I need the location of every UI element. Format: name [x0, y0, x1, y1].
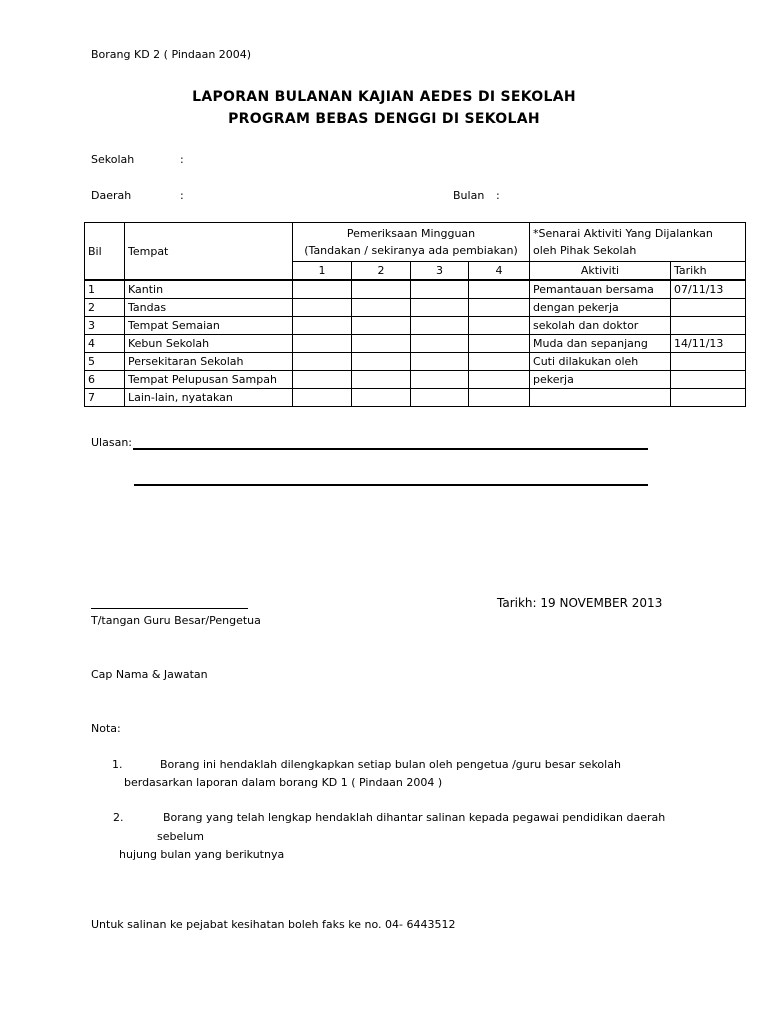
note-1-number: 1.: [112, 758, 123, 771]
header-tarikh: Tarikh: [671, 261, 746, 280]
row-aktiviti: pekerja: [530, 371, 671, 389]
week-4-cell[interactable]: [469, 389, 530, 407]
row-aktiviti: Cuti dilakukan oleh: [530, 353, 671, 371]
row-aktiviti: Muda dan sepanjang: [530, 335, 671, 353]
week-2-cell[interactable]: [352, 389, 411, 407]
week-2-header: 2: [352, 261, 411, 280]
note-1-line-2: berdasarkan laporan dalam borang KD 1 ( Pindaan 2004 ): [124, 776, 443, 789]
table-row: [85, 317, 746, 335]
row-tarikh: [671, 317, 746, 335]
week-3-cell[interactable]: [411, 335, 469, 353]
row-aktiviti: dengan pekerja: [530, 299, 671, 317]
header-activities: [530, 223, 746, 262]
week-1-cell[interactable]: [293, 389, 352, 407]
week-2-cell[interactable]: [352, 353, 411, 371]
week-4-cell[interactable]: [469, 371, 530, 389]
sekolah-colon: :: [180, 153, 184, 166]
activity-header-line-1: *Senarai Aktiviti Yang Dijalankan: [533, 226, 713, 240]
tarikh-text: Tarikh: 19 NOVEMBER 2013: [497, 596, 663, 610]
title-line-2: PROGRAM BEBAS DENGGI DI SEKOLAH: [228, 111, 540, 127]
weekly-header-line-2: (Tandakan / sekiranya ada pembiakan): [304, 243, 518, 257]
week-1-cell[interactable]: [293, 280, 352, 299]
row-tempat: Tempat Pelupusan Sampah: [125, 371, 293, 389]
bulan-label: Bulan: [453, 189, 485, 202]
week-1-cell[interactable]: [293, 353, 352, 371]
sekolah-label: Sekolah: [91, 153, 135, 166]
row-bil: 4: [85, 335, 125, 353]
week-1-cell[interactable]: [293, 299, 352, 317]
week-2-cell[interactable]: [352, 280, 411, 299]
table-row: [85, 299, 746, 317]
aedes-survey-table: [84, 222, 746, 407]
form-code: Borang KD 2 ( Pindaan 2004): [91, 48, 252, 61]
weekly-header-line-1: Pemeriksaan Mingguan: [346, 226, 476, 240]
table-header-row: [85, 223, 746, 262]
cap-label: Cap Nama & Jawatan: [91, 668, 208, 681]
week-1-header: 1: [293, 261, 352, 280]
week-3-cell[interactable]: [411, 317, 469, 335]
row-tarikh: [671, 371, 746, 389]
note-2-number: 2.: [113, 811, 124, 824]
week-4-cell[interactable]: [469, 280, 530, 299]
signature-line[interactable]: [91, 608, 248, 609]
row-aktiviti: sekolah dan doktor: [530, 317, 671, 335]
table-row: [85, 353, 746, 371]
row-tarikh: 07/11/13: [671, 280, 746, 299]
ulasan-line-1[interactable]: [133, 448, 648, 450]
title-line-1: LAPORAN BULANAN KAJIAN AEDES DI SEKOLAH: [192, 89, 576, 105]
week-4-cell[interactable]: [469, 353, 530, 371]
week-2-cell[interactable]: [352, 299, 411, 317]
row-bil: 6: [85, 371, 125, 389]
note-2-line-3: hujung bulan yang berikutnya: [119, 848, 285, 861]
week-3-cell[interactable]: [411, 280, 469, 299]
week-3-cell[interactable]: [411, 299, 469, 317]
row-tempat: Lain-lain, nyatakan: [125, 389, 293, 407]
row-bil: 1: [85, 280, 125, 299]
ulasan-label: Ulasan:: [91, 436, 132, 449]
row-bil: 7: [85, 389, 125, 407]
activity-header-line-2: oleh Pihak Sekolah: [533, 243, 637, 257]
week-3-cell[interactable]: [411, 371, 469, 389]
week-3-header: 3: [411, 261, 469, 280]
week-4-cell[interactable]: [469, 317, 530, 335]
week-4-cell[interactable]: [469, 299, 530, 317]
daerah-label: Daerah: [91, 189, 132, 202]
week-2-cell[interactable]: [352, 371, 411, 389]
nota-label: Nota:: [91, 722, 121, 735]
table-row: [85, 280, 746, 299]
week-1-cell[interactable]: [293, 335, 352, 353]
ulasan-line-2[interactable]: [134, 484, 648, 486]
row-aktiviti: Pemantauan bersama: [530, 280, 671, 299]
week-3-cell[interactable]: [411, 353, 469, 371]
week-3-cell[interactable]: [411, 389, 469, 407]
week-4-header: 4: [469, 261, 530, 280]
header-weekly-inspection: [293, 223, 530, 262]
row-tarikh: [671, 389, 746, 407]
table-row: [85, 335, 746, 353]
week-2-cell[interactable]: [352, 317, 411, 335]
row-tarikh: [671, 299, 746, 317]
daerah-colon: :: [180, 189, 184, 202]
row-tarikh: 14/11/13: [671, 335, 746, 353]
note-1-line-1: Borang ini hendaklah dilengkapkan setiap bulan oleh pengetua /guru besar sekolah: [160, 758, 621, 771]
row-tempat: Kantin: [125, 280, 293, 299]
signature-label: T/tangan Guru Besar/Pengetua: [91, 614, 261, 627]
header-tempat: Tempat: [125, 223, 293, 281]
row-aktiviti: [530, 389, 671, 407]
week-1-cell[interactable]: [293, 317, 352, 335]
row-tempat: Persekitaran Sekolah: [125, 353, 293, 371]
week-4-cell[interactable]: [469, 335, 530, 353]
row-bil: 5: [85, 353, 125, 371]
row-tarikh: [671, 353, 746, 371]
note-2-line-2: sebelum: [157, 830, 204, 843]
table-row: [85, 371, 746, 389]
row-bil: 2: [85, 299, 125, 317]
week-2-cell[interactable]: [352, 335, 411, 353]
row-bil: 3: [85, 317, 125, 335]
row-tempat: Tempat Semaian: [125, 317, 293, 335]
week-1-cell[interactable]: [293, 371, 352, 389]
table-row: [85, 389, 746, 407]
note-2-line-1: Borang yang telah lengkap hendaklah dihantar salinan kepada pegawai pendidikan daerah: [163, 811, 666, 824]
header-bil: Bil: [85, 223, 125, 281]
bulan-colon: :: [496, 189, 500, 202]
row-tempat: Tandas: [125, 299, 293, 317]
header-aktiviti: Aktiviti: [530, 261, 671, 280]
footer-fax-note: Untuk salinan ke pejabat kesihatan boleh faks ke no. 04- 6443512: [91, 918, 456, 931]
row-tempat: Kebun Sekolah: [125, 335, 293, 353]
